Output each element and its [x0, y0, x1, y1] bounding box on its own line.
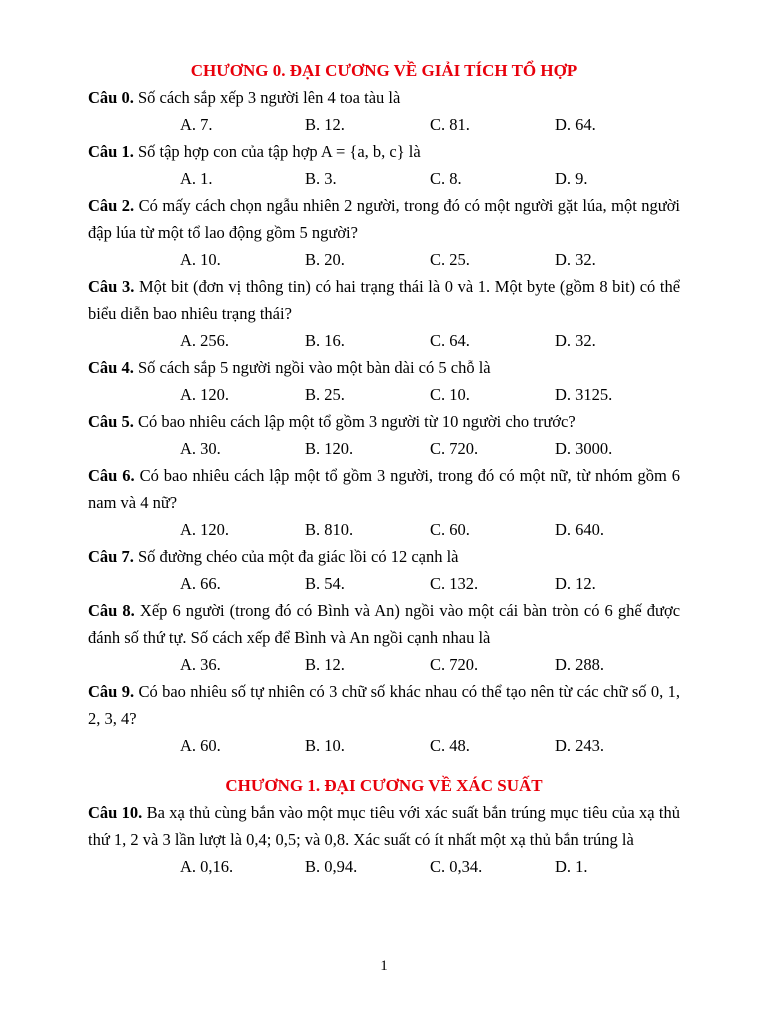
question-text: [88, 799, 680, 853]
question-label: Câu 3.: [88, 277, 135, 296]
answer-option: D. 12.: [555, 574, 596, 593]
question-body: Có bao nhiêu cách lập một tổ gồm 3 người từ 10 người cho trước?: [137, 412, 576, 431]
question-label: Câu 0.: [88, 88, 134, 107]
question-text: [88, 678, 680, 732]
question-text: [88, 597, 680, 651]
question-label: Câu 5.: [88, 412, 134, 431]
answer-option: B. 54.: [305, 574, 345, 593]
answer-option: C. 48.: [430, 736, 470, 755]
question-label: Câu 9.: [88, 682, 135, 701]
answer-option: B. 25.: [305, 385, 345, 404]
answer-option: D. 640.: [555, 520, 605, 539]
answer-option: A. 66.: [180, 574, 221, 593]
answer-options: [88, 327, 680, 354]
answer-options: [88, 165, 680, 192]
question-body: Số tập hợp con của tập hợp A = {a, b, c} là: [137, 142, 421, 161]
answer-option: D. 32.: [555, 331, 596, 350]
question-text: [88, 273, 680, 327]
question-label: Câu 6.: [88, 466, 135, 485]
answer-option: C. 60.: [430, 520, 470, 539]
answer-option: C. 81.: [430, 115, 470, 134]
answer-option: C. 720.: [430, 439, 479, 458]
answer-option: B. 0,94.: [305, 857, 358, 876]
question-item: [88, 273, 680, 354]
answer-option: A. 120.: [180, 520, 230, 539]
answer-options: [88, 111, 680, 138]
question-item: [88, 543, 680, 597]
question-body: Có bao nhiêu số tự nhiên có 3 chữ số khác nhau có thể tạo nên từ các chữ số 0, 1, 2, 3, 4?: [88, 682, 680, 728]
answer-option: B. 3.: [305, 169, 337, 188]
question-text: [88, 408, 680, 435]
page-number: 1: [380, 958, 388, 974]
answer-option: A. 0,16.: [180, 857, 234, 876]
question-text: [88, 84, 680, 111]
question-item: [88, 138, 680, 192]
answer-option: D. 64.: [555, 115, 596, 134]
answer-option: B. 810.: [305, 520, 354, 539]
answer-option: D. 243.: [555, 736, 605, 755]
question-body: Số đường chéo của một đa giác lồi có 12 cạnh là: [137, 547, 459, 566]
chapter-1: [88, 773, 680, 880]
question-text: [88, 192, 680, 246]
question-body: Một bit (đơn vị thông tin) có hai trạng thái là 0 và 1. Một byte (gồm 8 bit) có thể biểu diễn bao nhiêu trạng thái?: [88, 277, 681, 323]
question-label: Câu 4.: [88, 358, 134, 377]
answer-option: B. 10.: [305, 736, 345, 755]
question-label: Câu 8.: [88, 601, 135, 620]
question-item: [88, 799, 680, 880]
answer-option: A. 120.: [180, 385, 230, 404]
question-text: [88, 354, 680, 381]
question-label: Câu 1.: [88, 142, 134, 161]
chapter-title: CHƯƠNG 1. ĐẠI CƯƠNG VỀ XÁC SUẤT: [225, 776, 543, 795]
answer-options: [88, 516, 680, 543]
answer-option: C. 10.: [430, 385, 470, 404]
question-item: [88, 678, 680, 759]
question-body: Xếp 6 người (trong đó có Bình và An) ngồi vào một cái bàn tròn có 6 ghế được đánh số thứ tự. Số cách xếp để Bình và An ngồi cạnh nhau là: [88, 601, 681, 647]
answer-option: A. 36.: [180, 655, 221, 674]
answer-option: D. 9.: [555, 169, 588, 188]
question-item: [88, 84, 680, 138]
question-label: Câu 10.: [88, 803, 143, 822]
question-body: Số cách sắp 5 người ngồi vào một bàn dài có 5 chỗ là: [137, 358, 491, 377]
answer-option: D. 32.: [555, 250, 596, 269]
answer-option: A. 7.: [180, 115, 213, 134]
answer-option: D. 1.: [555, 857, 588, 876]
question-body: Ba xạ thủ cùng bắn vào một mục tiêu với xác suất bắn trúng mục tiêu của xạ thủ thứ 1, 2 và 3 lần lượt là 0,4; 0,5; và 0,8. Xác suất có ít nhất một xạ thủ bắn trúng là: [88, 803, 681, 849]
answer-option: A. 60.: [180, 736, 221, 755]
answer-option: D. 288.: [555, 655, 605, 674]
answer-option: B. 20.: [305, 250, 345, 269]
answer-options: [88, 246, 680, 273]
answer-option: D. 3125.: [555, 385, 613, 404]
answer-options: [88, 853, 680, 880]
question-text: [88, 462, 680, 516]
answer-options: [88, 570, 680, 597]
answer-option: A. 256.: [180, 331, 230, 350]
answer-option: C. 64.: [430, 331, 470, 350]
answer-option: C. 132.: [430, 574, 479, 593]
answer-option: C. 8.: [430, 169, 462, 188]
answer-option: D. 3000.: [555, 439, 613, 458]
question-item: [88, 354, 680, 408]
answer-option: A. 30.: [180, 439, 221, 458]
question-item: [88, 408, 680, 462]
answer-option: B. 12.: [305, 655, 345, 674]
answer-option: C. 0,34.: [430, 857, 483, 876]
question-text: [88, 138, 680, 165]
question-label: Câu 7.: [88, 547, 134, 566]
question-body: Có mấy cách chọn ngẫu nhiên 2 người, trong đó có một người gặt lúa, một người đập lúa từ một tổ lao động gồm 5 người?: [88, 196, 681, 242]
question-body: Số cách sắp xếp 3 người lên 4 toa tàu là: [137, 88, 401, 107]
answer-option: C. 720.: [430, 655, 479, 674]
question-text: [88, 543, 680, 570]
answer-options: [88, 651, 680, 678]
question-label: Câu 2.: [88, 196, 135, 215]
answer-options: [88, 435, 680, 462]
chapter-0: [88, 58, 680, 759]
document-page: [88, 58, 680, 880]
answer-option: B. 16.: [305, 331, 345, 350]
question-item: [88, 597, 680, 678]
question-body: Có bao nhiêu cách lập một tổ gồm 3 người, trong đó có một nữ, từ nhóm gồm 6 nam và 4 nữ?: [88, 466, 681, 512]
answer-options: [88, 381, 680, 408]
answer-option: B. 120.: [305, 439, 354, 458]
answer-option: A. 10.: [180, 250, 221, 269]
question-item: [88, 462, 680, 543]
answer-option: B. 12.: [305, 115, 345, 134]
question-item: [88, 192, 680, 273]
answer-option: A. 1.: [180, 169, 213, 188]
answer-option: C. 25.: [430, 250, 470, 269]
answer-options: [88, 732, 680, 759]
chapter-title: CHƯƠNG 0. ĐẠI CƯƠNG VỀ GIẢI TÍCH TỔ HỢP: [190, 61, 578, 80]
